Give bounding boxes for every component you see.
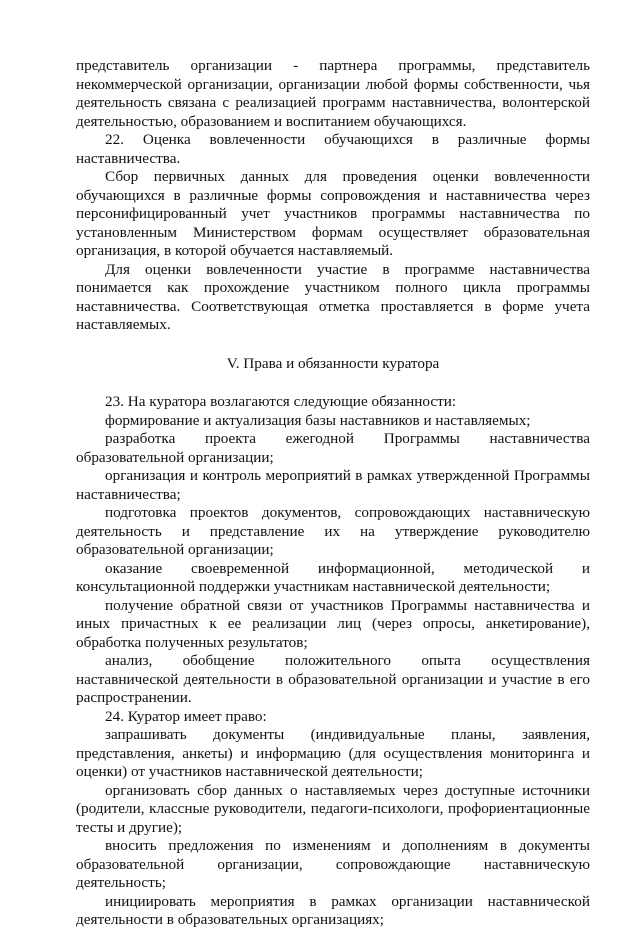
paragraph-duty-analysis: анализ, обобщение положительного опыта осуществления наставнической деятельности в образовательной организации и участие в его распространении. [76, 652, 590, 706]
paragraph-duty-program-draft: разработка проекта ежегодной Программы наставничества образовательной организации; [76, 430, 590, 466]
paragraph-right-request-documents: запрашивать документы (индивидуальные планы, заявления, представления, анкеты) и информацию (для осуществления мониторинга и оценки) от участников наставнической деятельности; [76, 726, 590, 780]
paragraph-engagement-assessment: Для оценки вовлеченности участие в программе наставничества понимается как прохождение участником полного цикла программы наставничества. Соответствующая отметка проставляется в форме учета наставляемых. [76, 260, 590, 333]
section-heading: V. Права и обязанности куратора [226, 354, 440, 372]
paragraph-item-22-heading: 22. Оценка вовлеченности обучающихся в различные формы наставничества. [76, 131, 590, 167]
paragraph-right-initiate-events: инициировать мероприятия в рамках организации наставнической деятельности в образовательных организациях; [76, 892, 590, 928]
paragraph-item-23-heading: 23. На куратора возлагаются следующие обязанности: [105, 393, 457, 410]
paragraph-mentor-partner-representative: представитель организации - партнера программы, представитель некоммерческой организации, организации любой формы собственности, чья деятельность связана с реализацией программ наставничества, волонтерской деятельностью, образованием и воспитанием обучающихся. [76, 57, 590, 130]
document-body [76, 57, 590, 930]
paragraph-duty-feedback: получение обратной связи от участников Программы наставничества и иных причастных к ее реализации лиц (через опросы, анкетирование), обработка полученных результатов; [76, 596, 590, 651]
paragraph-duty-support: оказание своевременной информационной, методической и консультационной поддержки участникам наставнической деятельности; [76, 559, 590, 595]
paragraph-right-proposals: вносить предложения по изменениям и дополнениям в документы образовательной организации, сопровождающие наставническую деятельность; [76, 837, 590, 891]
paragraph-right-collect-data: организовать сбор данных о наставляемых через доступные источники (родители, классные руководители, педагоги-психологи, профориентационные тесты и другие); [76, 781, 590, 836]
paragraph-data-collection: Сбор первичных данных для проведения оценки вовлеченности обучающихся в различные формы сопровождения и наставничества через персонифицированный учет участников программы наставничества по установленным Министерством формам осуществляет образовательная организация, в которой обучается наставляемый. [76, 168, 590, 259]
paragraph-duty-database: формирование и актуализация базы наставников и наставляемых; [105, 411, 531, 429]
paragraph-duty-documents: подготовка проектов документов, сопровождающих наставническую деятельность и представление их на утверждение руководителю образовательной организации; [76, 504, 590, 558]
paragraph-duty-events-control: организация и контроль мероприятий в рамках утвержденной Программы наставничества; [76, 467, 590, 503]
paragraph-item-24-heading: 24. Куратор имеет право: [105, 707, 267, 725]
